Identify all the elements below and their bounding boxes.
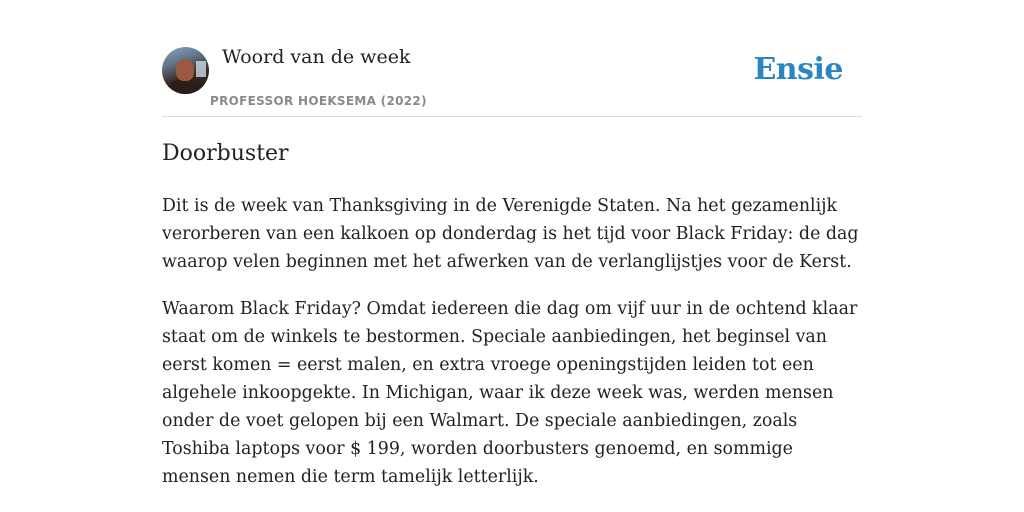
brand-logo[interactable]: Ensie [753, 52, 843, 87]
avatar-face [176, 59, 194, 81]
avatar-background [196, 61, 206, 77]
series-title[interactable]: Woord van de week [222, 46, 411, 68]
avatar-body [167, 79, 205, 94]
author-name[interactable]: PROFESSOR HOEKSEMA (2022) [210, 94, 427, 108]
article-paragraph: Waarom Black Friday? Omdat iedereen die dag om vijf uur in de ochtend klaar staat om de winkels te bestormen. Speciale aanbiedingen, het beginsel van eerst komen = eerst malen, en extra vroege openingstijden leiden tot een algehele inkoopgekte. In Michigan, waar ik deze week was, werden mensen onder de voet gelopen bij een Walmart. De speciale aanbiedingen, zoals Toshiba laptops voor $ 199, worden doorbusters genoemd, en sommige mensen nemen die term tamelijk letterlijk. [162, 299, 858, 487]
article-page [162, 0, 862, 487]
article-paragraph: Dit is de week van Thanksgiving in de Verenigde Staten. Na het gezamenlijk verorberen van een kalkoen op donderdag is het tijd voor Black Friday: de dag waarop velen beginnen met het afwerken van de verlanglijstjes voor de Kerst. [162, 196, 859, 272]
author-avatar[interactable] [162, 47, 209, 94]
article-header [162, 0, 862, 117]
article-title: Doorbuster [162, 141, 289, 166]
